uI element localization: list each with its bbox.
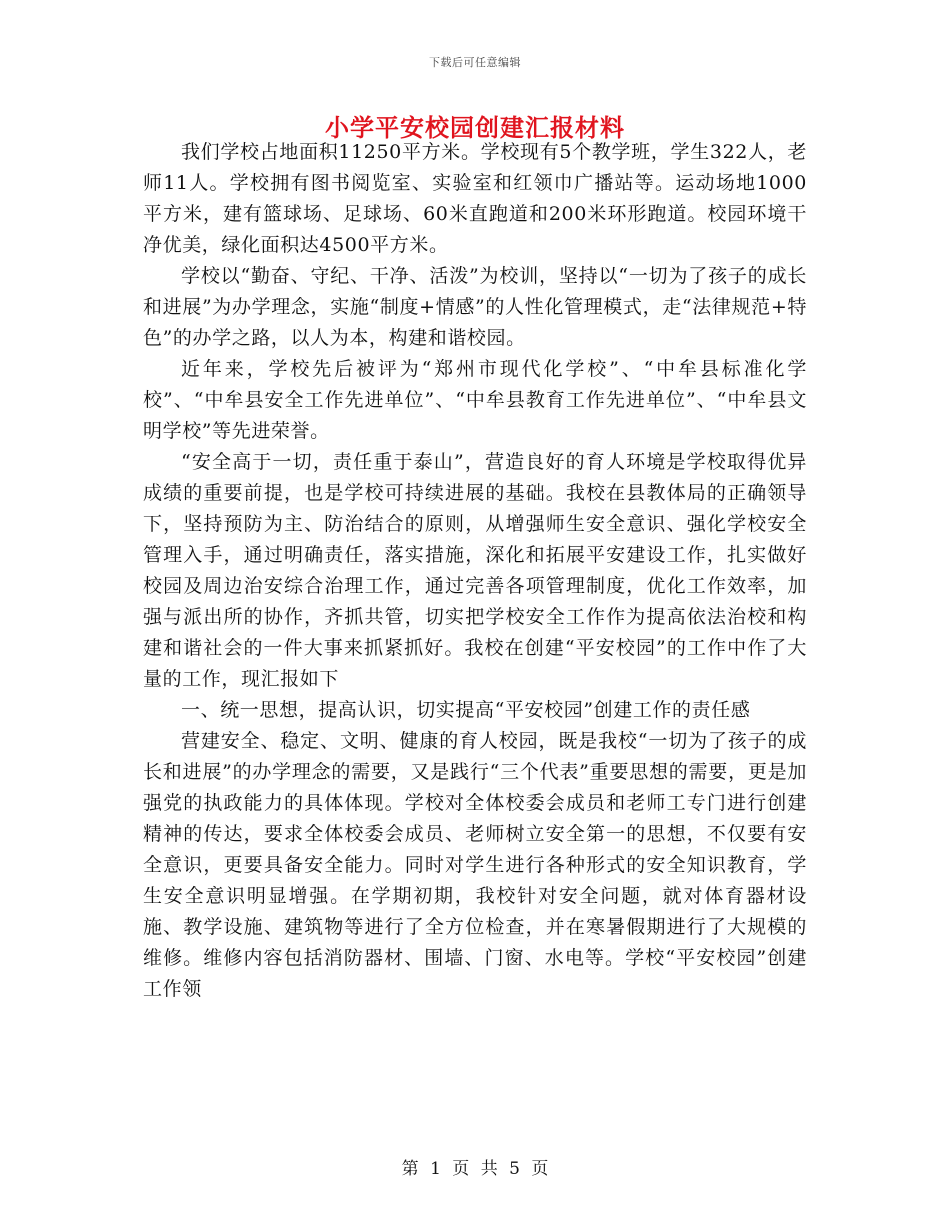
paragraph-school-motto: 学校以“勤奋、守纪、干净、活泼”为校训，坚持以“一切为了孩子的成长和进展”为办学理念，实施“制度+情感”的人性化管理模式，走“法律规范+特色”的办学之路，以人为本，构建和谐校园。 — [143, 265, 807, 349]
section-heading-1: 一、统一思想，提高认识，切实提高“平安校园”创建工作的责任感 — [181, 699, 751, 721]
document-title: 小学平安校园创建汇报材料 — [325, 114, 625, 142]
paragraph-school-overview: 我们学校占地面积11250平方米。学校现有5个教学班，学生322人，老师11人。学校拥有图书阅览室、实验室和红领巾广播站等。运动场地1000平方米，建有篮球场、足球场、60米直跑道和200米环形跑道。校园环境干净优美，绿化面积达4500平方米。 — [143, 141, 807, 256]
paragraph-honors: 近年来，学校先后被评为“郑州市现代化学校”、“中牟县标准化学校”、“中牟县安全工作先进单位”、“中牟县教育工作先进单位”、“中牟县文明学校”等先进荣誉。 — [143, 358, 807, 442]
paragraph-section-1-body: 营建安全、稳定、文明、健康的育人校园，既是我校“一切为了孩子的成长和进展”的办学理念的需要，又是践行“三个代表”重要思想的需要，更是加强党的执政能力的具体体现。学校对全体校委会成员和老师工专门进行创建精神的传达，要求全体校委会成员、老师树立安全第一的思想，不仅要有安全意识，更要具备安全能力。同时对学生进行各种形式的安全知识教育，学生安全意识明显增强。在学期初期，我校针对安全问题，就对体育器材设施、教学设施、建筑物等进行了全方位检查，并在寒暑假期进行了大规模的维修。维修内容包括消防器材、围墙、门窗、水电等。学校“平安校园”创建工作领 — [143, 730, 807, 1000]
document-body — [143, 137, 807, 1005]
page-number-footer: 第 1 页 共 5 页 — [401, 1159, 549, 1179]
paragraph-safety-intro: “安全高于一切，责任重于泰山”，营造良好的育人环境是学校取得优异成绩的重要前提，也是学校可持续进展的基础。我校在县教体局的正确领导下，坚持预防为主、防治结合的原则，从增强师生安全意识、强化学校安全管理入手，通过明确责任，落实措施，深化和拓展平安建设工作，扎实做好校园及周边治安综合治理工作，通过完善各项管理制度，优化工作效率，加强与派出所的协作，齐抓共管，切实把学校安全工作作为提高依法治校和构建和谐社会的一件大事来抓紧抓好。我校在创建“平安校园”的工作中作了大量的工作，现汇报如下 — [143, 451, 807, 690]
header-note: 下载后可任意编辑 — [429, 56, 521, 69]
